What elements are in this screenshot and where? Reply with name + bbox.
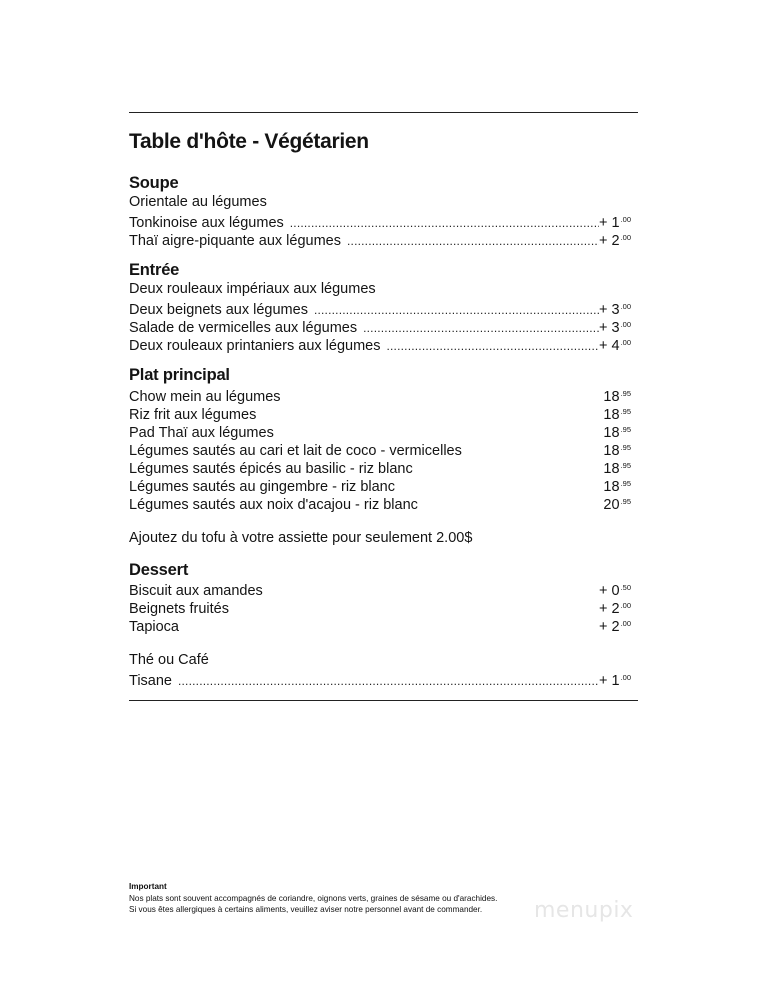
- item-name: Tisane: [129, 673, 172, 689]
- item-price: + $0^{.50}$: [599, 583, 631, 599]
- watermark-logo: menupix: [534, 898, 634, 923]
- item-name: Tonkinoise aux légumes: [129, 215, 284, 231]
- tofu-note: Ajoutez du tofu à votre assiette pour seulement 2.00$: [129, 530, 473, 546]
- item-price: $18^{.95}$: [603, 389, 631, 405]
- menu-item: Deux rouleaux impériaux aux légumes: [129, 281, 376, 297]
- menu-item: [129, 403, 631, 421]
- top-divider: [129, 112, 638, 113]
- menu-item: [129, 316, 631, 334]
- menu-item: [129, 298, 631, 316]
- section-heading-dessert: Dessert: [129, 561, 189, 579]
- item-name: Tapioca: [129, 619, 179, 635]
- item-name: Biscuit aux amandes: [129, 583, 263, 599]
- menu-item: [129, 385, 631, 403]
- menu-item: [129, 421, 631, 439]
- allergy-notice: [129, 881, 497, 916]
- item-price: + $2^{.00}$: [599, 233, 631, 249]
- item-name: Légumes sautés aux noix d'acajou - riz blanc: [129, 497, 418, 513]
- section-heading-entree: Entrée: [129, 261, 180, 279]
- item-name: Chow mein au légumes: [129, 389, 281, 405]
- item-name: Thaï aigre-piquante aux légumes: [129, 233, 341, 249]
- menu-item: [129, 615, 631, 633]
- item-name: Légumes sautés au cari et lait de coco - vermicelles: [129, 443, 462, 459]
- menu-item: [129, 669, 631, 687]
- menu-item: [129, 439, 631, 457]
- section-heading-plat-principal: Plat principal: [129, 366, 230, 384]
- menu-item: [129, 457, 631, 475]
- page-title: Table d'hôte - Végétarien: [129, 130, 369, 153]
- dot-leader: [386, 337, 599, 355]
- item-name: Deux beignets aux légumes: [129, 302, 308, 318]
- item-name: Pad Thaï aux légumes: [129, 425, 274, 441]
- item-name: Légumes sautés épicés au basilic - riz blanc: [129, 461, 413, 477]
- bottom-divider: [129, 700, 638, 701]
- item-price: $18^{.95}$: [603, 443, 631, 459]
- menu-item: [129, 334, 631, 352]
- notice-label: Important: [129, 882, 167, 891]
- item-price: + $1^{.00}$: [599, 215, 631, 231]
- item-price: $18^{.95}$: [603, 407, 631, 423]
- menu-item: [129, 493, 631, 511]
- dot-leader: [347, 232, 599, 250]
- menu-item: Orientale au légumes: [129, 194, 267, 210]
- item-name: Beignets fruités: [129, 601, 229, 617]
- item-name: Deux rouleaux printaniers aux légumes: [129, 338, 381, 354]
- section-heading-soupe: Soupe: [129, 174, 179, 192]
- item-price: + $2^{.00}$: [599, 619, 631, 635]
- menu-item: [129, 579, 631, 597]
- item-price: $20^{.95}$: [603, 497, 631, 513]
- menu-item: [129, 229, 631, 247]
- item-price: + $3^{.00}$: [599, 302, 631, 318]
- menu-item: Thé ou Café: [129, 652, 209, 668]
- item-name: Riz frit aux légumes: [129, 407, 257, 423]
- item-price: + $3^{.00}$: [599, 320, 631, 336]
- item-price: + $4^{.00}$: [599, 338, 631, 354]
- item-price: $18^{.95}$: [603, 479, 631, 495]
- notice-line: Nos plats sont souvent accompagnés de coriandre, oignons verts, graines de sésame ou d'arachides.: [129, 893, 498, 903]
- dot-leader: [178, 672, 599, 690]
- item-name: Salade de vermicelles aux légumes: [129, 320, 358, 336]
- item-price: + $1^{.00}$: [599, 673, 631, 689]
- item-price: $18^{.95}$: [603, 425, 631, 441]
- notice-line: Si vous êtes allergiques à certains aliments, veuillez aviser notre personnel avant de commander.: [129, 905, 483, 914]
- item-price: $18^{.95}$: [603, 461, 631, 477]
- menu-item: [129, 475, 631, 493]
- menu-item: [129, 597, 631, 615]
- item-name: Légumes sautés au gingembre - riz blanc: [129, 479, 395, 495]
- menu-item: [129, 211, 631, 229]
- item-price: + $2^{.00}$: [599, 601, 631, 617]
